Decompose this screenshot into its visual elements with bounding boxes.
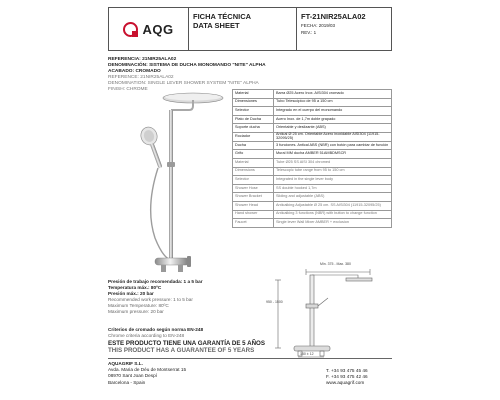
spec-row: Rociador Antical Ø 25 cm. Orientable Acero inoxidable AISI304 (11915-32095/25) [233, 132, 392, 141]
spec-row: Material Barra Ø25 Acero Inox. AISI304 cromado [233, 90, 392, 99]
pressure-recommended-es: Presión de trabajo recomendada: 1 a 5 bar [108, 279, 203, 284]
pressure-max-en: Maximum pressure: 20 bar [108, 309, 164, 315]
guarantee-es: ESTE PRODUCTO TIENE UNA GARANTÍA DE 5 AÑOS [108, 340, 265, 347]
denomination-line-es: DENOMINACIÓN: SISTEMA DE DUCHA MONOMANDO "NITE" ALPHA [108, 63, 266, 69]
sheet-date: FECHA: 2019/03 [301, 23, 336, 28]
spec-row-en: Shower Head Anticalking Adjustable Ø 25 cm. SS AISI304 (11915-32095/25) [233, 201, 392, 210]
header-title-cell [189, 8, 297, 50]
guarantee-block [108, 340, 328, 354]
criteria-en: Chrome criteria according to EN-248 [108, 333, 185, 339]
hand-shower [138, 125, 168, 171]
pressure-block [108, 279, 248, 316]
shower-hose [151, 168, 171, 260]
company-name: AQUAGRIF S.L. [108, 361, 143, 366]
temperature-max-es: Temperatura máx.: 80ºC [108, 285, 162, 291]
company-city: 08970 Sant Joan Despí [108, 373, 157, 379]
temperature-max-en: Maximum Temperature: 80ºC [108, 303, 169, 309]
spec-row-en: Shower Hose SS double hooked 1,7m [233, 184, 392, 193]
spec-row-en: Hand shower Anticalking 3 functions (NBR) with button to change function [233, 210, 392, 219]
sheet-subtitle: DATA SHEET [193, 21, 240, 30]
sheet-revision: REV.: 1 [301, 30, 317, 35]
company-address [108, 361, 268, 386]
drawing-label-top: Min. 375 - Max. 380 [320, 262, 351, 266]
contact-website[interactable]: www.aquagrif.com [326, 380, 365, 386]
spec-row: Selector Integrado en el cuerpo del monomando [233, 107, 392, 116]
spec-table [232, 89, 392, 228]
logo-mark-icon [123, 22, 138, 37]
thermostatic-mixer [155, 258, 189, 265]
spec-row-en: Selector Integrated in the single lever body [233, 176, 392, 185]
spec-row-en: Faucet Single lever Wall Mixer AMBER + exclusion [233, 219, 392, 228]
reference-line-en: REFERENCE: 21NIR25ALA02 [108, 75, 174, 81]
header-code-cell [297, 8, 391, 50]
spec-row: Plato de Ducha Acero Inox. de 1,7m doble grapado [233, 115, 392, 124]
product-image [115, 88, 227, 276]
spec-row: Grifo Mural MM ducha AMBER 51AMBDMSCR [233, 150, 392, 159]
company-country: Barcelona - Spain [108, 379, 146, 385]
finish-line-en: FINISH: CHROME [108, 87, 148, 93]
header [108, 7, 392, 51]
spec-row-en: Shower Bracket Sliding and adjustable (ABS) [233, 193, 392, 202]
spec-row: Soporte ducha Orientable y deslizante (ABS) [233, 124, 392, 133]
spec-row: Ducha 3 funciones. Antical ABS (NBR) con botón para cambiar de función [233, 141, 392, 150]
finish-line-es: ACABADO: CROMADO [108, 69, 161, 75]
contact-phone: T. +34 93 475 45 46 [326, 368, 368, 373]
footer-divider [108, 358, 392, 359]
denomination-line-en: DENOMINATION: SINGLE LEVER SHOWER SYSTEM "NITE" ALPHA [108, 81, 259, 87]
drawing-label-bottom: 150 ± 12 [300, 352, 314, 356]
reference-line-es: REFERENCIA: 21NIR25ALA02 [108, 57, 177, 62]
spec-row-en: Material Tube Ø25 SS AISI 304 chromed [233, 158, 392, 167]
drawing-label-side: 950 - 1500 [266, 300, 283, 304]
pressure-max-es: Presión máx.: 20 bar [108, 291, 154, 297]
sheet-title: FICHA TÉCNICA [193, 12, 252, 21]
company-street: Avda. Maria de Déu de Montserrat 15 [108, 367, 187, 373]
criteria-block [108, 327, 248, 339]
company-contact [326, 368, 396, 387]
spec-row-en: Dimensions Telescopic tube range from 95 to 150 cm [233, 167, 392, 176]
contact-fax: F. +34 93 475 42 46 [326, 374, 368, 380]
sheet-code: FT-21NIR25ALA02 [301, 12, 366, 21]
guarantee-en: THIS PRODUCT HAS A GUARANTEE OF 5 YEARS [108, 347, 255, 354]
spec-row: Dimensiones Tubo Telescópico de 95 a 150 cm [233, 98, 392, 107]
riser-pipe [169, 110, 173, 260]
pressure-recommended-en: Recommended work pressure: 1 to 5 bar [108, 297, 193, 303]
logo-text: AQG [142, 21, 174, 37]
logo [109, 8, 189, 50]
criteria-es: Criterios de cromado según norma EN-248 [108, 327, 204, 332]
